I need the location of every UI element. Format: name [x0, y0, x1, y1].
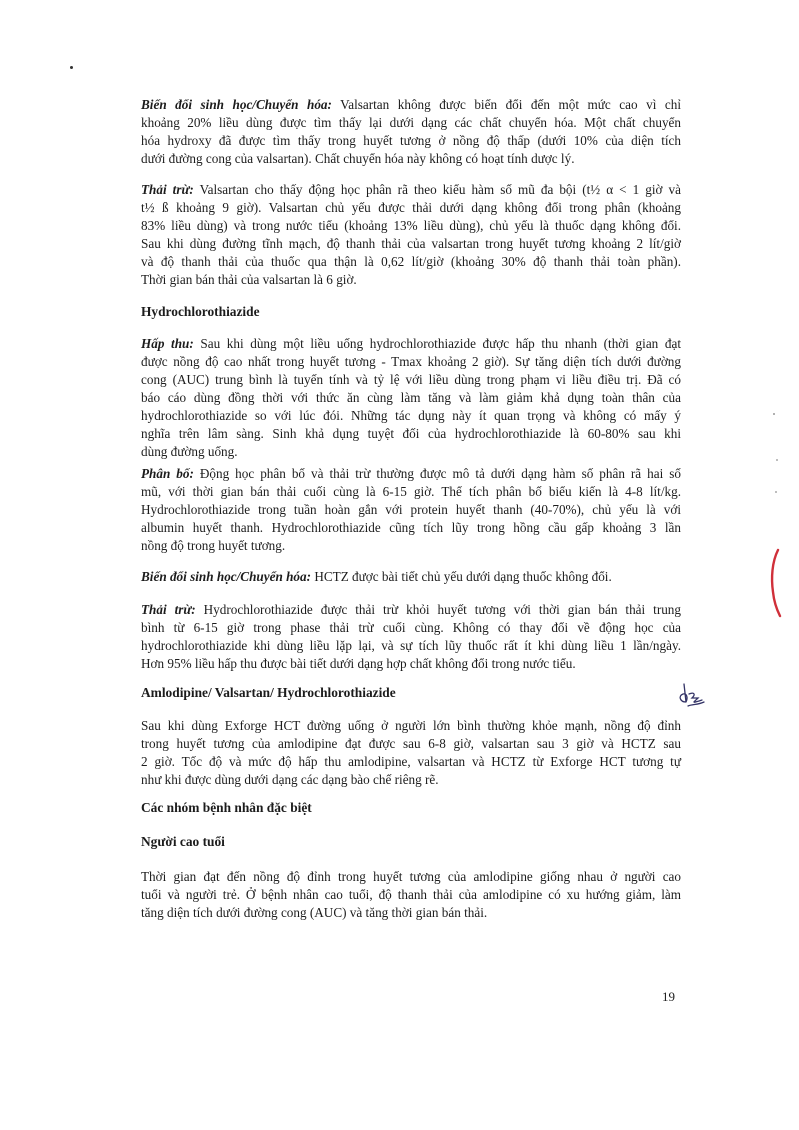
- text-line: Hơn 95% liều hấp thu được bài tiết dưới dạng hợp chất không đổi trong nước tiểu.: [141, 656, 576, 671]
- text-line: Hydrochlorothiazide trong tuần hoàn gắn với protein huyết thanh (40-70%), chủ yếu là với: [141, 502, 681, 517]
- text-line: trong huyết tương của amlodipine đạt được sau 6-8 giờ, valsartan sau 3 giờ và HCTZ sau: [141, 736, 681, 751]
- valsartan-metabolism-paragraph: [141, 96, 681, 168]
- heading-combination: Amlodipine/ Valsartan/ Hydrochlorothiazide: [141, 685, 396, 700]
- text-line: tuổi và người trẻ. Ở bệnh nhân cao tuổi, độ thanh thải của amlodipine có xu hướng giảm, làm: [141, 887, 681, 902]
- text-line: tăng diện tích dưới đường cong (AUC) và tăng thời gian bán thải.: [141, 905, 488, 920]
- hctz-metabolism-paragraph: [141, 568, 681, 586]
- section-label: Biến đổi sinh học/Chuyển hóa:: [141, 569, 312, 584]
- text-line: Thời gian đạt đến nồng độ đỉnh trong huyết tương của amlodipine giống nhau ở người cao: [141, 869, 681, 884]
- section-label: Thải trừ:: [141, 602, 196, 617]
- text-line: nghĩa trên lâm sàng. Sinh khả dụng tuyệt đối của hydrochlorothiazide là 60-80% sau khi: [141, 426, 681, 441]
- scan-specks: [770, 410, 782, 500]
- scan-speck: [70, 66, 73, 69]
- text-line: Valsartan cho thấy động học phân rã theo kiểu hàm số mũ đa bội (t½ α < 1 giờ và: [193, 182, 681, 197]
- text-line: dưới đường cong của valsartan). Chất chuyển hóa này không có hoạt tính dược lý.: [141, 151, 575, 166]
- text-line: cong (AUC) trung bình là tuyến tính và tỷ lệ với liều dùng trong phạm vi liều điều trị. Đã có: [141, 372, 681, 387]
- text-line: được nồng độ cao nhất trong huyết tương - Tmax khoảng 2 giờ). Sự tăng diện tích dưới đường: [141, 354, 681, 369]
- text-line: hydrochlorothiazide so với lúc đói. Những tác dụng này ít quan trọng và không có mấy ý: [141, 408, 681, 423]
- text-line: 83% liều dùng) và trong nước tiểu (khoảng 13% liều dùng), chủ yếu là thuốc dạng không đổi.: [141, 218, 681, 233]
- text-line: Hydrochlorothiazide được thải trừ khỏi huyết tương với thời gian bán thải trung: [195, 602, 681, 617]
- text-line: hydrochlorothiazide khi dùng liều lặp lại, và sự tích lũy thuốc rất ít khi dùng liều 1 lần/ngày.: [141, 638, 681, 653]
- elderly-paragraph: [141, 868, 681, 922]
- valsartan-elimination-paragraph: [141, 181, 681, 289]
- text-line: bình từ 6-15 giờ trong phase thải trừ cuối cùng. Không có thay đổi về động học của: [141, 620, 681, 635]
- hctz-distribution-paragraph: [141, 465, 681, 555]
- text-line: Động học phân bố và thải trừ thường được mô tả dưới dạng hàm số phân rã hai số: [193, 466, 681, 481]
- text-line: khoảng 20% liều dùng được tìm thấy lại dưới dạng các chất chuyển hóa. Một chất chuyển: [141, 115, 681, 130]
- section-label: Thải trừ:: [141, 182, 194, 197]
- text-line: HCTZ được bài tiết chủ yếu dưới dạng thuốc không đổi.: [311, 569, 612, 584]
- text-line: và độ thanh thải của thuốc qua thận là 0,62 lít/giờ (khoảng 30% độ thanh thải toàn phần).: [141, 254, 681, 269]
- heading-hydrochlorothiazide: Hydrochlorothiazide: [141, 304, 260, 319]
- section-label: Phân bố:: [141, 466, 194, 481]
- combination-paragraph: [141, 717, 681, 789]
- text-line: Valsartan không được biến đổi đến một mức cao vì chỉ: [331, 97, 682, 112]
- text-line: mũ, với thời gian bán thải cuối cùng là 6-15 giờ. Thể tích phân bố biểu kiến là 4-8 lít/kg.: [141, 484, 681, 499]
- text-line: albumin huyết thanh. Hydrochlorothiazide cũng tích lũy trong hồng cầu gấp khoảng 3 lần: [141, 520, 681, 535]
- text-line: Sau khi dùng một liều uống hydrochlorothiazide được hấp thu nhanh (thời gian đạt: [193, 336, 681, 351]
- text-line: hóa hydroxy đã được tìm thấy trong huyết tương ở nồng độ thấp (dưới 10% của diện tích: [141, 133, 681, 148]
- text-line: Thời gian bán thải của valsartan là 6 giờ.: [141, 272, 357, 287]
- section-label: Hấp thu:: [141, 336, 194, 351]
- text-line: t½ ß khoảng 9 giờ). Valsartan chủ yếu được thải dưới dạng không đổi trong phân (khoảng: [141, 200, 681, 215]
- section-label: Biến đổi sinh học/Chuyển hóa:: [141, 97, 332, 112]
- text-line: báo cáo dùng đồng thời với thức ăn cùng làm tăng và làm giảm khả dụng toàn thân của: [141, 390, 681, 405]
- text-line: Sau khi dùng đường tĩnh mạch, độ thanh thải của valsartan trong huyết tương khoảng 2 lít/giờ: [141, 236, 681, 251]
- heading-special-populations: Các nhóm bệnh nhân đặc biệt: [141, 800, 312, 815]
- heading-elderly: Người cao tuổi: [141, 834, 225, 849]
- hctz-absorption-paragraph: [141, 335, 681, 461]
- initials-signature: [674, 680, 708, 714]
- page-number: 19: [662, 989, 675, 1004]
- text-line: như khi được dùng dưới dạng các dạng bào chế riêng rẽ.: [141, 772, 439, 787]
- hctz-elimination-paragraph: [141, 601, 681, 673]
- text-line: Sau khi dùng Exforge HCT đường uống ở người lớn bình thường khỏe mạnh, nồng độ đỉnh: [141, 718, 681, 733]
- red-margin-mark: [768, 548, 784, 618]
- text-line: dùng đường uống.: [141, 444, 238, 459]
- text-line: nồng độ trong huyết tương.: [141, 538, 286, 553]
- text-line: 2 giờ. Tốc độ và mức độ hấp thu amlodipine, valsartan và HCTZ từ Exforge HCT tương tự: [141, 754, 681, 769]
